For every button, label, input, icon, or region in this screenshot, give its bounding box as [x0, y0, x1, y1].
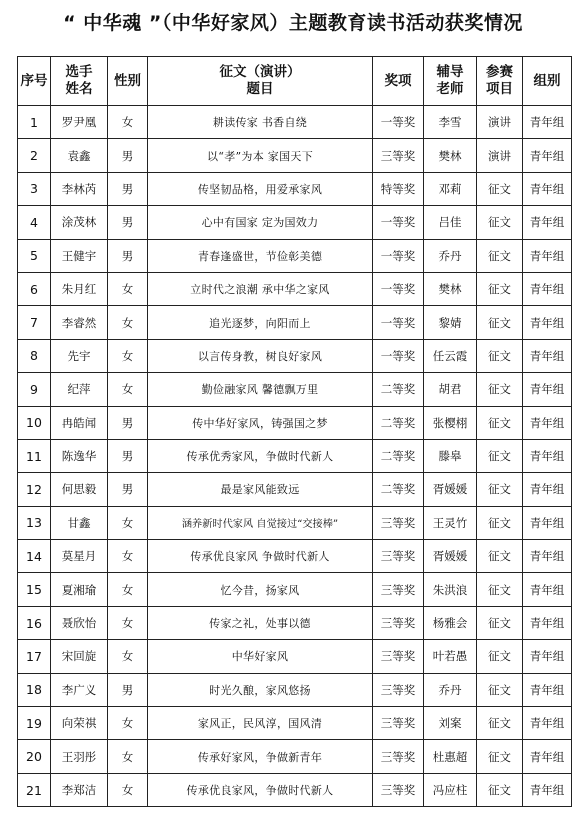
cell-group: 青年组	[523, 139, 572, 172]
cell-award: 二等奖	[373, 439, 424, 472]
cell-title: 青春逢盛世，节俭彰美德	[148, 239, 373, 272]
cell-no: 4	[18, 206, 51, 239]
cell-category: 演讲	[477, 139, 523, 172]
table-row	[18, 740, 572, 773]
cell-teacher: 张樱栩	[424, 406, 477, 439]
cell-award: 二等奖	[373, 473, 424, 506]
cell-award: 三等奖	[373, 707, 424, 740]
cell-gender: 女	[108, 573, 148, 606]
cell-name: 朱月红	[51, 272, 108, 305]
table-row	[18, 373, 572, 406]
header-teacher: 辅导 老师	[424, 57, 477, 106]
cell-teacher: 杜惠超	[424, 740, 477, 773]
cell-name: 王健宇	[51, 239, 108, 272]
header-row	[18, 57, 572, 106]
table-row	[18, 206, 572, 239]
cell-name: 聂欣怡	[51, 606, 108, 639]
cell-group: 青年组	[523, 272, 572, 305]
cell-name: 李睿然	[51, 306, 108, 339]
cell-title: 传承好家风，争做新青年	[148, 740, 373, 773]
cell-name: 李广义	[51, 673, 108, 706]
cell-group: 青年组	[523, 573, 572, 606]
cell-title: 传承优秀家风，争做时代新人	[148, 439, 373, 472]
cell-teacher: 李雪	[424, 106, 477, 139]
cell-no: 1	[18, 106, 51, 139]
cell-gender: 女	[108, 540, 148, 573]
cell-category: 征文	[477, 206, 523, 239]
cell-group: 青年组	[523, 606, 572, 639]
cell-teacher: 乔丹	[424, 239, 477, 272]
cell-no: 15	[18, 573, 51, 606]
table-body	[18, 106, 572, 807]
cell-award: 特等奖	[373, 172, 424, 205]
cell-no: 19	[18, 707, 51, 740]
cell-category: 征文	[477, 606, 523, 639]
awards-table	[17, 56, 572, 807]
cell-name: 李郑洁	[51, 773, 108, 806]
cell-no: 21	[18, 773, 51, 806]
header-category: 参赛 项目	[477, 57, 523, 106]
header-award: 奖项	[373, 57, 424, 106]
cell-category: 征文	[477, 239, 523, 272]
table-row	[18, 640, 572, 673]
cell-category: 征文	[477, 573, 523, 606]
cell-teacher: 樊林	[424, 139, 477, 172]
cell-teacher: 叶若愚	[424, 640, 477, 673]
cell-group: 青年组	[523, 172, 572, 205]
cell-title: 以“孝”为本 家国天下	[148, 139, 373, 172]
cell-category: 演讲	[477, 106, 523, 139]
cell-gender: 女	[108, 373, 148, 406]
cell-teacher: 吕佳	[424, 206, 477, 239]
cell-name: 王羽彤	[51, 740, 108, 773]
cell-award: 三等奖	[373, 673, 424, 706]
table-row	[18, 172, 572, 205]
cell-no: 5	[18, 239, 51, 272]
cell-group: 青年组	[523, 439, 572, 472]
cell-category: 征文	[477, 172, 523, 205]
cell-award: 三等奖	[373, 606, 424, 639]
cell-category: 征文	[477, 540, 523, 573]
cell-title: 最是家风能致远	[148, 473, 373, 506]
table-row	[18, 506, 572, 539]
cell-no: 6	[18, 272, 51, 305]
cell-no: 13	[18, 506, 51, 539]
table-row	[18, 573, 572, 606]
cell-teacher: 黎婧	[424, 306, 477, 339]
cell-award: 三等奖	[373, 139, 424, 172]
cell-title: 中华好家风	[148, 640, 373, 673]
cell-teacher: 朱洪浪	[424, 573, 477, 606]
cell-teacher: 任云霞	[424, 339, 477, 372]
cell-name: 罗尹凰	[51, 106, 108, 139]
cell-no: 3	[18, 172, 51, 205]
cell-no: 18	[18, 673, 51, 706]
cell-gender: 女	[108, 272, 148, 305]
table-row	[18, 272, 572, 305]
cell-gender: 女	[108, 506, 148, 539]
table-row	[18, 406, 572, 439]
cell-gender: 男	[108, 673, 148, 706]
cell-title: 勤俭融家风 馨德飘万里	[148, 373, 373, 406]
cell-category: 征文	[477, 740, 523, 773]
cell-title: 传承优良家风 争做时代新人	[148, 540, 373, 573]
cell-name: 莫星月	[51, 540, 108, 573]
cell-award: 二等奖	[373, 406, 424, 439]
cell-category: 征文	[477, 506, 523, 539]
cell-award: 三等奖	[373, 573, 424, 606]
cell-teacher: 王灵竹	[424, 506, 477, 539]
cell-gender: 女	[108, 106, 148, 139]
cell-award: 二等奖	[373, 373, 424, 406]
cell-category: 征文	[477, 707, 523, 740]
cell-gender: 女	[108, 640, 148, 673]
cell-group: 青年组	[523, 640, 572, 673]
cell-title: 时光久酿，家风悠扬	[148, 673, 373, 706]
cell-gender: 女	[108, 306, 148, 339]
table-row	[18, 540, 572, 573]
cell-group: 青年组	[523, 406, 572, 439]
cell-no: 7	[18, 306, 51, 339]
cell-category: 征文	[477, 339, 523, 372]
cell-teacher: 胥媛媛	[424, 540, 477, 573]
table-row	[18, 306, 572, 339]
cell-group: 青年组	[523, 707, 572, 740]
cell-gender: 男	[108, 172, 148, 205]
cell-award: 一等奖	[373, 339, 424, 372]
cell-group: 青年组	[523, 106, 572, 139]
cell-no: 12	[18, 473, 51, 506]
table-row	[18, 707, 572, 740]
cell-group: 青年组	[523, 506, 572, 539]
cell-group: 青年组	[523, 773, 572, 806]
header-title: 征文（演讲） 题目	[148, 57, 373, 106]
cell-name: 向荣祺	[51, 707, 108, 740]
cell-gender: 男	[108, 473, 148, 506]
cell-title: 传承优良家风，争做时代新人	[148, 773, 373, 806]
cell-name: 袁鑫	[51, 139, 108, 172]
cell-title: 传坚韧品格，用爱承家风	[148, 172, 373, 205]
cell-group: 青年组	[523, 239, 572, 272]
cell-teacher: 冯应柱	[424, 773, 477, 806]
table-row	[18, 439, 572, 472]
table-row	[18, 239, 572, 272]
table-row	[18, 473, 572, 506]
cell-no: 2	[18, 139, 51, 172]
cell-award: 一等奖	[373, 106, 424, 139]
cell-category: 征文	[477, 373, 523, 406]
cell-name: 李林芮	[51, 172, 108, 205]
cell-award: 三等奖	[373, 540, 424, 573]
cell-award: 三等奖	[373, 506, 424, 539]
cell-group: 青年组	[523, 206, 572, 239]
cell-title: 心中有国家 定为国效力	[148, 206, 373, 239]
cell-gender: 男	[108, 206, 148, 239]
cell-title: 忆今昔，扬家风	[148, 573, 373, 606]
cell-category: 征文	[477, 306, 523, 339]
cell-category: 征文	[477, 673, 523, 706]
cell-name: 涂茂林	[51, 206, 108, 239]
cell-no: 17	[18, 640, 51, 673]
cell-teacher: 滕皋	[424, 439, 477, 472]
cell-award: 一等奖	[373, 272, 424, 305]
cell-group: 青年组	[523, 306, 572, 339]
cell-teacher: 杨雅会	[424, 606, 477, 639]
table-row	[18, 673, 572, 706]
cell-title: 传中华好家风，铸强国之梦	[148, 406, 373, 439]
cell-award: 一等奖	[373, 239, 424, 272]
cell-title: 立时代之浪潮 承中华之家风	[148, 272, 373, 305]
cell-no: 16	[18, 606, 51, 639]
cell-no: 8	[18, 339, 51, 372]
cell-gender: 女	[108, 773, 148, 806]
cell-teacher: 乔丹	[424, 673, 477, 706]
cell-no: 20	[18, 740, 51, 773]
cell-gender: 女	[108, 606, 148, 639]
table-row	[18, 606, 572, 639]
cell-gender: 女	[108, 707, 148, 740]
cell-no: 10	[18, 406, 51, 439]
cell-name: 夏湘瑜	[51, 573, 108, 606]
cell-name: 甘鑫	[51, 506, 108, 539]
cell-title: 追光逐梦，向阳而上	[148, 306, 373, 339]
cell-gender: 女	[108, 339, 148, 372]
cell-gender: 男	[108, 439, 148, 472]
header-name: 选手 姓名	[51, 57, 108, 106]
cell-award: 三等奖	[373, 640, 424, 673]
cell-category: 征文	[477, 272, 523, 305]
cell-gender: 女	[108, 740, 148, 773]
cell-category: 征文	[477, 406, 523, 439]
cell-category: 征文	[477, 640, 523, 673]
cell-award: 一等奖	[373, 206, 424, 239]
cell-group: 青年组	[523, 373, 572, 406]
cell-teacher: 胡君	[424, 373, 477, 406]
cell-group: 青年组	[523, 473, 572, 506]
cell-gender: 男	[108, 239, 148, 272]
cell-teacher: 邓莉	[424, 172, 477, 205]
cell-award: 三等奖	[373, 740, 424, 773]
header-group: 组别	[523, 57, 572, 106]
page-title: “ 中华魂 ”（中华好家风）主题教育读书活动获奖情况	[63, 12, 523, 34]
cell-name: 纪萍	[51, 373, 108, 406]
cell-no: 14	[18, 540, 51, 573]
cell-group: 青年组	[523, 540, 572, 573]
cell-title: 以言传身教，树良好家风	[148, 339, 373, 372]
cell-name: 陈逸华	[51, 439, 108, 472]
table-row	[18, 139, 572, 172]
cell-title: 传家之礼，处事以德	[148, 606, 373, 639]
cell-no: 11	[18, 439, 51, 472]
cell-category: 征文	[477, 473, 523, 506]
cell-name: 先宇	[51, 339, 108, 372]
cell-group: 青年组	[523, 339, 572, 372]
cell-name: 宋回旋	[51, 640, 108, 673]
cell-no: 9	[18, 373, 51, 406]
cell-award: 一等奖	[373, 306, 424, 339]
cell-teacher: 刘案	[424, 707, 477, 740]
cell-name: 何思毅	[51, 473, 108, 506]
cell-name: 冉皓闻	[51, 406, 108, 439]
header-no: 序号	[18, 57, 51, 106]
table-row	[18, 773, 572, 806]
cell-title: 耕读传家 书香自绕	[148, 106, 373, 139]
cell-category: 征文	[477, 439, 523, 472]
header-gender: 性别	[108, 57, 148, 106]
cell-award: 三等奖	[373, 773, 424, 806]
cell-group: 青年组	[523, 673, 572, 706]
cell-teacher: 樊林	[424, 272, 477, 305]
table-row	[18, 106, 572, 139]
cell-category: 征文	[477, 773, 523, 806]
cell-teacher: 胥媛媛	[424, 473, 477, 506]
cell-title: 家风正，民风淳，国风清	[148, 707, 373, 740]
cell-gender: 男	[108, 139, 148, 172]
table-row	[18, 339, 572, 372]
cell-title: 涵养新时代家风 自觉接过“交接棒”	[148, 506, 373, 539]
cell-gender: 男	[108, 406, 148, 439]
cell-group: 青年组	[523, 740, 572, 773]
